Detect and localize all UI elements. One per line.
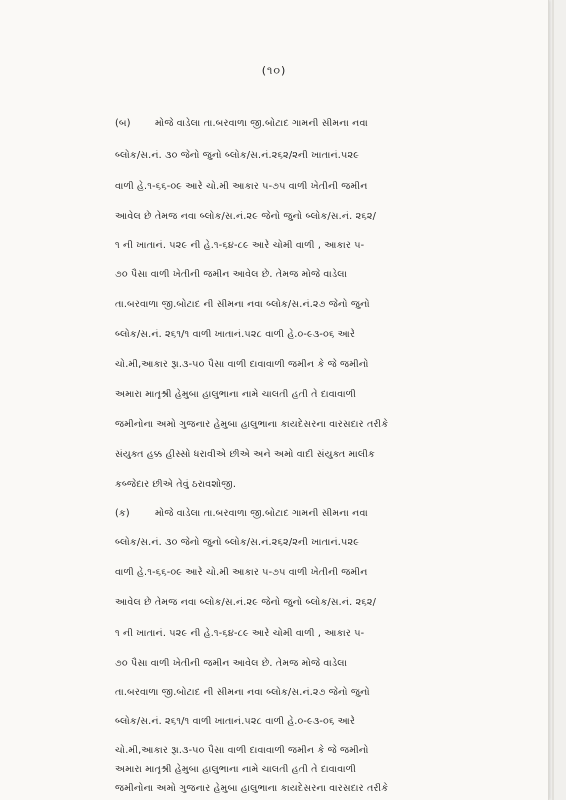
paragraph-marker: (ક) [115, 508, 130, 519]
paragraph-marker: (બ) [115, 118, 131, 129]
paragraph-line: ચો.મી,આકાર રૂા.૩-૫૦ પૈસા વાળી દાવાવાળી જમીન કે જે જમીનો [115, 745, 369, 756]
paragraph-line: (બ) મોજે વાડેલા તા.બરવાળા જી.બોટાદ ગામની સીમના નવા [115, 118, 368, 129]
paragraph-line: ૭૦ પૈસા વાળી ખેતીની જમીન આવેલ છે. તેમજ મોજે વાડેલા [115, 269, 348, 280]
paragraph-line: વાળી હે.૧-૬૬-૦૯ આરે ચો.મી આકાર ૫-૭૫ વાળી ખેતીની જમીન [115, 181, 368, 192]
paragraph-line: કબ્જેદાર છીએ તેવું ઠરાવશોજી. [115, 479, 237, 490]
paragraph-line: બ્લોક/સ.નં. ૩૦ જેનો જુનો બ્લોક/સ.નં.૨૬૨/૨ની ખાતાનં.૫૨૯ [115, 150, 360, 161]
paragraph-line: બ્લોક/સ.નં. ૩૦ જેનો જુનો બ્લોક/સ.નં.૨૬૨/૨ની ખાતાનં.૫૨૯ [115, 537, 360, 548]
paragraph-line: ૧ ની ખાતાનં. ૫૨૯ ની હે.૧-૬૪-૮૯ આરે ચોમી વાળી , આકાર ૫- [115, 240, 365, 251]
paragraph-line: ૧ ની ખાતાનં. ૫૨૯ ની હે.૧-૬૪-૮૯ આરે ચોમી વાળી , આકાર ૫- [115, 628, 365, 639]
paragraph-line: બ્લોક/સ.નં. ૨૬૧/૧ વાળી ખાતાનં.૫૨૮ વાળી હે.૦-૯૩-૦૬ આરે [115, 716, 356, 727]
paragraph-line: ૭૦ પૈસા વાળી ખેતીની જમીન આવેલ છે. તેમજ મોજે વાડેલા [115, 658, 348, 669]
paragraph-line: ચો.મી,આકાર રૂા.૩-૫૦ પૈસા વાળી દાવાવાળી જમીન કે જે જમીનો [115, 359, 369, 370]
paragraph-line: તા.બરવાળા જી.બોટાદ ની સીમના નવા બ્લોક/સ.નં.૨૭ જેનો જુનો [115, 687, 370, 698]
paragraph-line: તા.બરવાળા જી.બોટાદ ની સીમના નવા બ્લોક/સ.નં.૨૭ જેનો જુનો [115, 299, 370, 310]
paragraph-line: અમારા માતૃશ્રી હેમુબા હાલુભાના નામે ચાલતી હતી તે દાવાવાળી [115, 389, 357, 400]
paragraph-line: જમીનોના અમો ગુજનાર હેમુબા હાલુભાના કાયદેસરના વારસદાર તરીકે [115, 419, 389, 430]
paragraph-line: સંયુક્ત હક્ક હીસ્સો ધરાવીએ છીએ અને અમો વાદી સંયુક્ત માલીક [115, 449, 375, 460]
page-edge [552, 0, 554, 800]
paragraph-line: અમારા માતૃશ્રી હેમુબા હાલુભાના નામે ચાલતી હતી તે દાવાવાળી [115, 764, 357, 775]
paragraph-line: વાળી હે.૧-૬૬-૦૯ આરે ચો.મી આકાર ૫-૭૫ વાળી ખેતીની જમીન [115, 567, 368, 578]
paragraph-line: આવેલ છે તેમજ નવા બ્લોક/સ.નં.૨૯ જેનો જુનો બ્લોક/સ.નં. ૨૬૨/ [115, 211, 377, 222]
paragraph-line: જમીનોના અમો ગુજનાર હેમુબા હાલુભાના કાયદેસરના વારસદાર તરીકે [115, 783, 389, 794]
paragraph-line: બ્લોક/સ.નં. ૨૬૧/૧ વાળી ખાતાનં.૫૨૮ વાળી હે.૦-૯૩-૦૬ આરે [115, 329, 356, 340]
paragraph-line: (ક) મોજે વાડેલા તા.બરવાળા જી.બોટાદ ગામની સીમના નવા [115, 508, 368, 519]
page-number: (૧૦) [261, 64, 287, 77]
paragraph-line: આવેલ છે તેમજ નવા બ્લોક/સ.નં.૨૯ જેનો જુનો બ્લોક/સ.નં. ૨૬૨/ [115, 597, 377, 608]
